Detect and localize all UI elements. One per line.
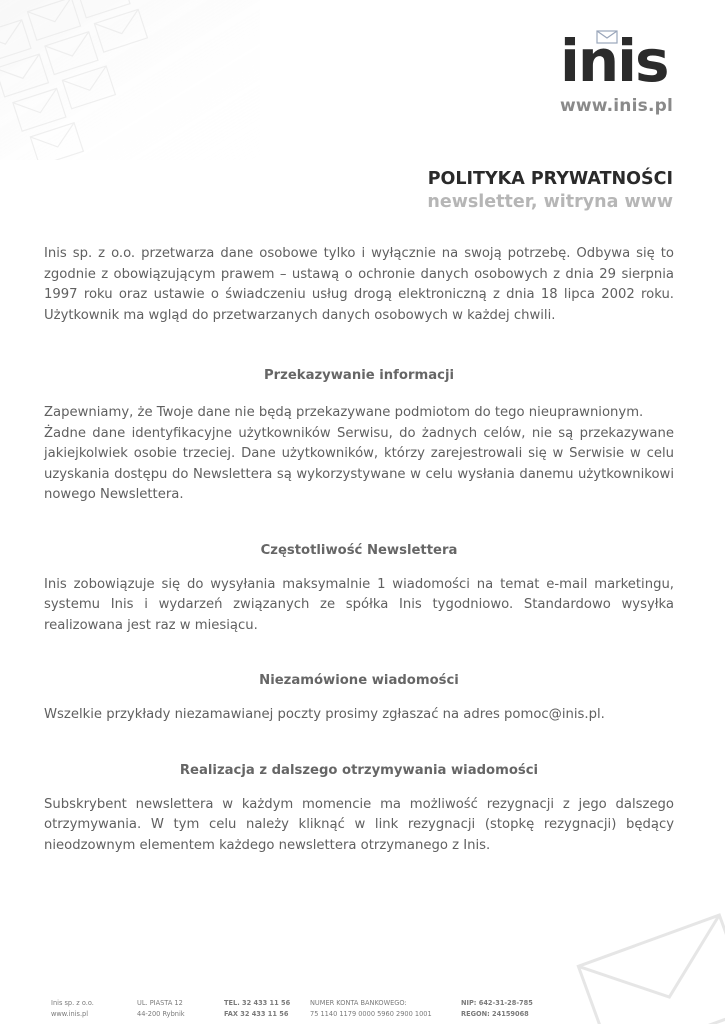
section-transfer-paragraph-1: Zapewniamy, że Twoje dane nie będą przekazywane podmiotom do tego nieuprawnionym.: [44, 405, 644, 420]
footer-bank: [310, 998, 432, 1020]
company-logo: [560, 27, 680, 100]
logo-wordmark: inis: [560, 27, 668, 95]
section-heading-transfer: Przekazywanie informacji: [264, 368, 454, 383]
footer-city: 44-200 Rybnik: [137, 1010, 185, 1018]
footer-address: [137, 998, 185, 1020]
section-heading-unsubscribe: Realizacja z dalszego otrzymywania wiadomości: [179, 762, 539, 778]
footer-company: [51, 998, 94, 1020]
footer-street: UL. PIASTA 12: [137, 999, 183, 1007]
section-heading-frequency: Częstotliwość Newslettera: [260, 542, 458, 558]
section-unsolicited-paragraph: Wszelkie przykłady niezamawianej poczty prosimy zgłaszać na adres pomoc@inis.pl.: [44, 707, 605, 722]
footer-nip: NIP: 642-31-28-785: [461, 999, 533, 1007]
document-title: POLITYKA PRYWATNOŚCI: [427, 169, 673, 189]
document-subtitle: newsletter, witryna www: [427, 192, 673, 212]
document-body: [44, 244, 674, 856]
section-unsubscribe-paragraph: Subskrybent newslettera w każdym momencie ma możliwość rezygnacji z jego dalszego otrzymywania. W tym celu należy kliknąć w link rezygnacji (stopkę rezygnacji) będący nieodzownym elementem każdego newslettera otrzymanego z Inis.: [44, 796, 674, 853]
footer-company-name: Inis sp. z o.o.: [51, 999, 94, 1007]
footer-company-www[interactable]: www.inis.pl: [51, 1010, 89, 1018]
footer-account-label: NUMER KONTA BANKOWEGO:: [310, 999, 407, 1007]
section-transfer-paragraph-2: Żadne dane identyfikacyjne użytkowników Serwisu, do żadnych celów, nie są przekazywane jakiejkolwiek osobie trzeciej. Dane użytkowników, którzy zarejestrowali się w Serwisie w celu uzyskania dostępu do Newslettera są wykorzystywane w celu wysłania danemu użytkownikowi nowego Newslettera.: [44, 425, 674, 502]
footer-registry: [461, 998, 533, 1020]
background-envelope-pattern: [0, 0, 260, 160]
footer-tel: TEL. 32 433 11 56: [224, 999, 291, 1007]
website-url[interactable]: www.inis.pl: [559, 96, 673, 116]
section-heading-unsolicited: Niezamówione wiadomości: [259, 673, 459, 688]
footer-regon: REGON: 24159068: [461, 1010, 529, 1018]
section-frequency-paragraph: Inis zobowiązuje się do wysyłania maksymalnie 1 wiadomości na temat e-mail marketingu, systemu Inis i wydarzeń związanych ze spółka Inis tygodniowo. Standardowo wysyłka realizowana jest raz w miesiącu.: [44, 576, 674, 633]
document-title-block: [427, 168, 673, 214]
footer-account-number: 75 1140 1179 0000 5960 2900 1001: [310, 1010, 432, 1018]
intro-paragraph: Inis sp. z o.o. przetwarza dane osobowe tylko i wyłącznie na swoją potrzebę. Odbywa się to zgodnie z obowiązującym prawem – ustawą o ochronie danych osobowych z dnia 29 sierpnia 1997 roku oraz ustawie o świadczeniu usług drogą elektroniczną z dnia 18 lipca 2002 roku. Użytkownik ma wgląd do przetwarzanych danych osobowych w każdej chwili.: [44, 246, 674, 323]
footer-fax: FAX 32 433 11 56: [224, 1010, 289, 1018]
footer-phone: [224, 998, 290, 1020]
